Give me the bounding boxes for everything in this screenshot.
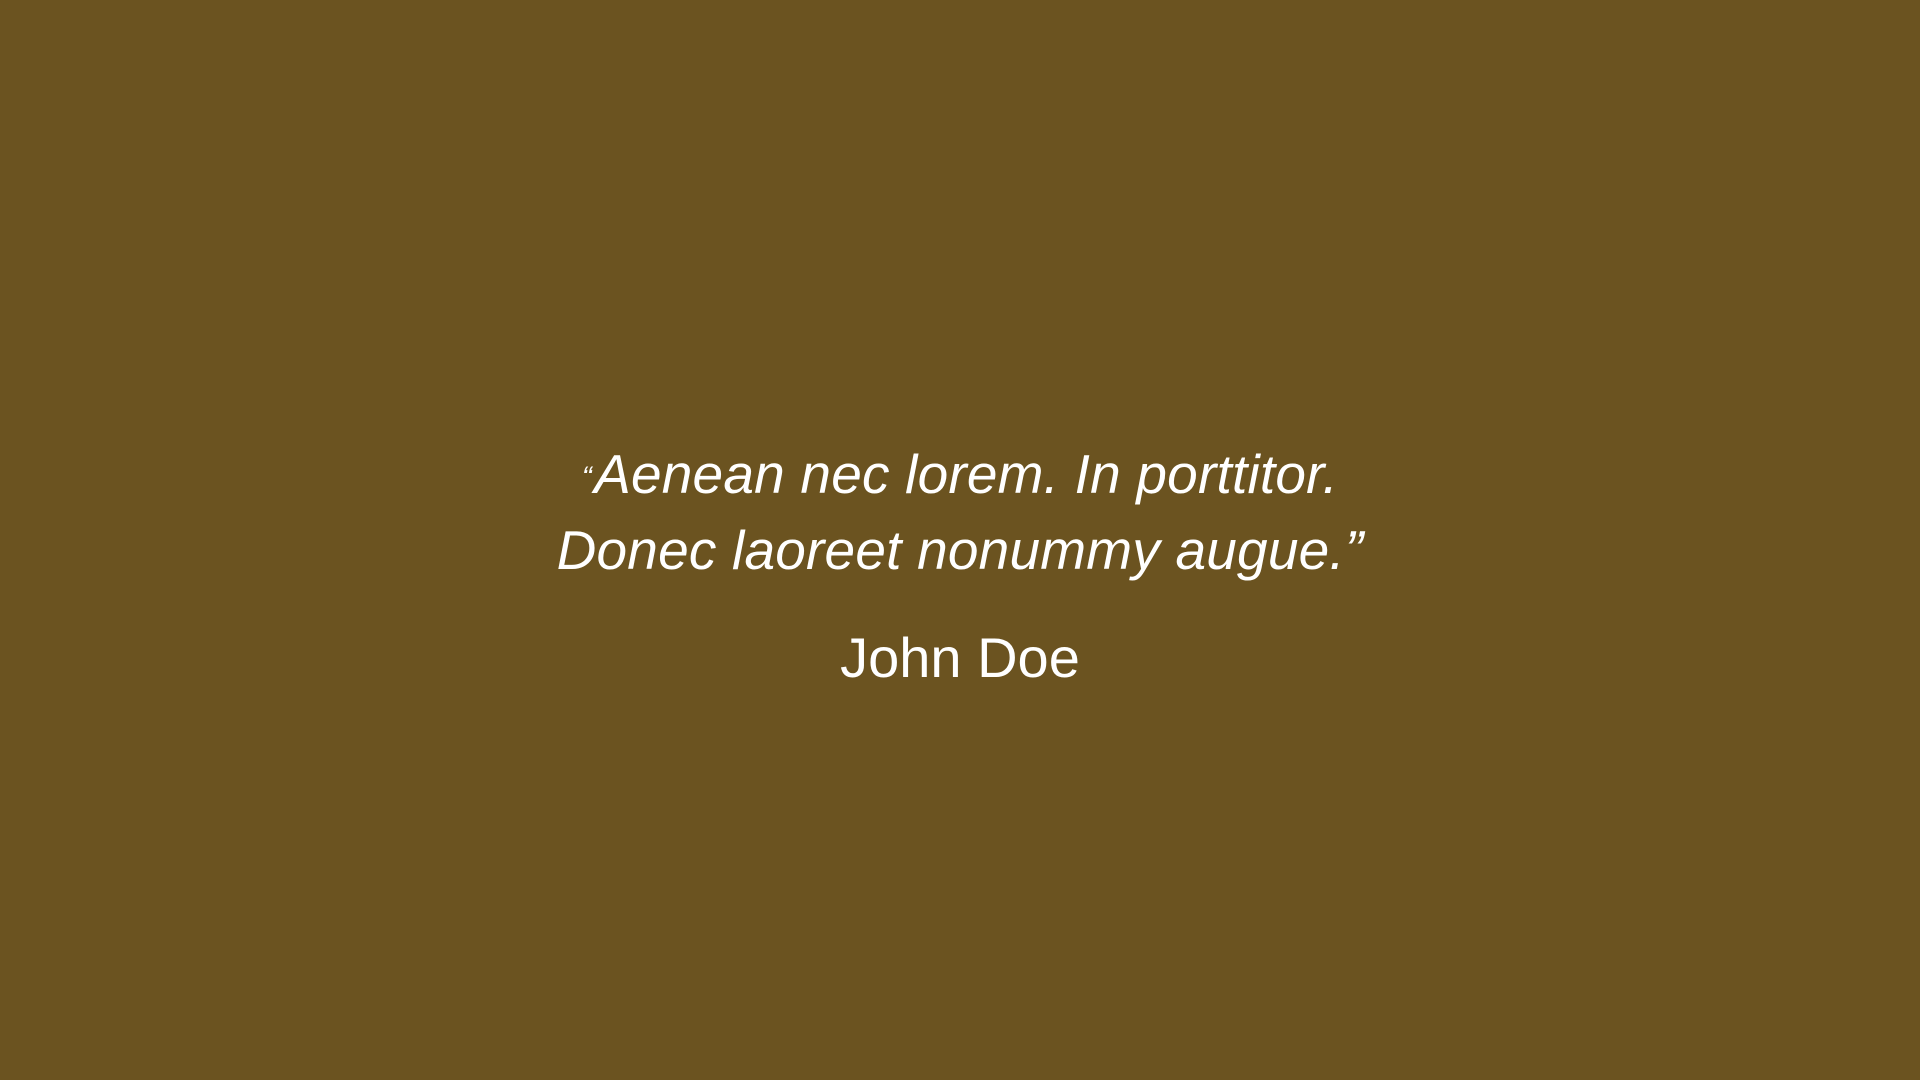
author-name: John Doe <box>840 626 1080 689</box>
quote-text <box>0 438 1920 586</box>
quote-line-1 <box>0 438 1920 514</box>
open-quote-mark: “ <box>581 461 593 494</box>
quote-line-2: Donec laoreet nonummy augue.” <box>556 519 1364 581</box>
quote-line-1-text: Aenean nec lorem. In porttitor. <box>594 443 1339 505</box>
testimonial <box>0 438 1920 690</box>
